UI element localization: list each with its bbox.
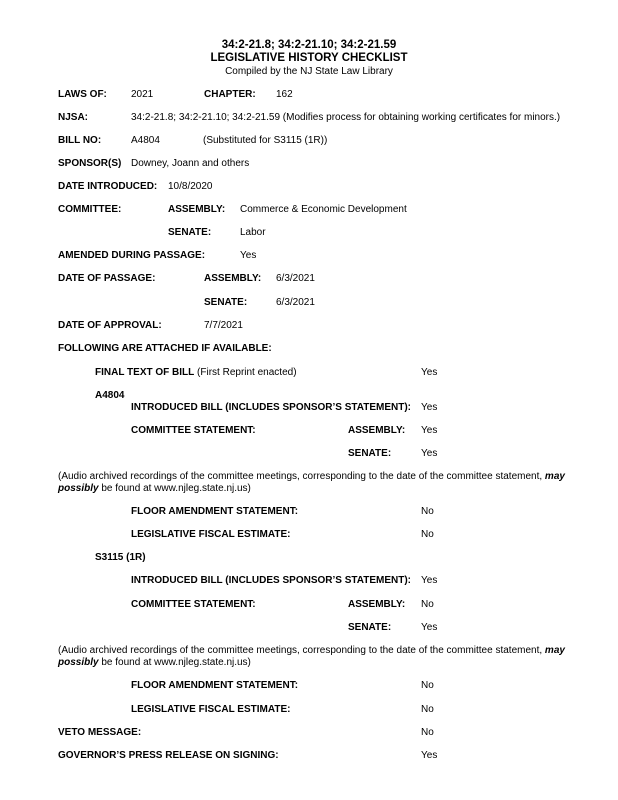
- final-text-row: [95, 367, 297, 379]
- committee-senate-value: Labor: [240, 227, 266, 238]
- s3115-committee-assembly-value: No: [421, 599, 434, 610]
- s3115-introduced-value: Yes: [421, 575, 438, 586]
- sponsors-value: Downey, Joann and others: [131, 158, 250, 169]
- s3115-heading: S3115 (1R): [95, 552, 146, 563]
- press-release-label: GOVERNOR’S PRESS RELEASE ON SIGNING:: [58, 750, 279, 761]
- audio-note-text: (Audio archived recordings of the committee meetings, corresponding to the date of the committee statement,: [58, 471, 545, 482]
- amended-value: Yes: [240, 250, 257, 261]
- bill-no-note: (Substituted for S3115 (1R)): [203, 135, 328, 146]
- s3115-committee-senate-value: Yes: [421, 622, 438, 633]
- a4804-committee-label: COMMITTEE STATEMENT:: [131, 425, 256, 436]
- bill-no-label: BILL NO:: [58, 135, 102, 146]
- a4804-committee-senate-label: SENATE:: [348, 448, 392, 459]
- a4804-committee-senate-value: Yes: [421, 448, 438, 459]
- a4804-floor-value: No: [421, 506, 434, 517]
- committee-senate-label: SENATE:: [168, 227, 212, 238]
- date-introduced-label: DATE INTRODUCED:: [58, 181, 158, 192]
- a4804-committee-assembly-value: Yes: [421, 425, 438, 436]
- s3115-committee-label: COMMITTEE STATEMENT:: [131, 599, 256, 610]
- passage-label: DATE OF PASSAGE:: [58, 273, 156, 284]
- approval-label: DATE OF APPROVAL:: [58, 320, 162, 331]
- approval-value: 7/7/2021: [204, 320, 243, 331]
- press-release-value: Yes: [421, 750, 438, 761]
- committee-assembly-label: ASSEMBLY:: [168, 204, 226, 215]
- bill-no-value: A4804: [131, 135, 160, 146]
- chapter-label: CHAPTER:: [204, 89, 256, 100]
- document-title: LEGISLATIVE HISTORY CHECKLIST: [210, 52, 408, 64]
- s3115-floor-value: No: [421, 680, 434, 691]
- s3115-committee-senate-label: SENATE:: [348, 622, 392, 633]
- passage-assembly-value: 6/3/2021: [276, 273, 315, 284]
- njsa-label: NJSA:: [58, 112, 89, 123]
- s3115-fiscal-value: No: [421, 704, 434, 715]
- a4804-committee-assembly-label: ASSEMBLY:: [348, 425, 406, 436]
- attached-heading: FOLLOWING ARE ATTACHED IF AVAILABLE:: [58, 343, 272, 354]
- laws-of-label: LAWS OF:: [58, 89, 107, 100]
- s3115-fiscal-label: LEGISLATIVE FISCAL ESTIMATE:: [131, 704, 291, 715]
- audio-note-emphasis: may possibly: [58, 645, 565, 668]
- audio-note-2: [58, 645, 603, 669]
- amended-label: AMENDED DURING PASSAGE:: [58, 250, 206, 261]
- a4804-floor-label: FLOOR AMENDMENT STATEMENT:: [131, 506, 299, 517]
- veto-value: No: [421, 727, 434, 738]
- final-text-label: FINAL TEXT OF BILL: [95, 367, 195, 378]
- committee-label: COMMITTEE:: [58, 204, 122, 215]
- a4804-heading: A4804: [95, 390, 125, 401]
- compiled-by: Compiled by the NJ State Law Library: [225, 66, 393, 77]
- passage-assembly-label: ASSEMBLY:: [204, 273, 262, 284]
- passage-senate-value: 6/3/2021: [276, 297, 315, 308]
- veto-label: VETO MESSAGE:: [58, 727, 142, 738]
- a4804-introduced-label: INTRODUCED BILL (INCLUDES SPONSOR’S STATEMENT):: [131, 402, 411, 413]
- s3115-floor-label: FLOOR AMENDMENT STATEMENT:: [131, 680, 299, 691]
- statutes-heading: 34:2-21.8; 34:2-21.10; 34:2-21.59: [221, 39, 397, 51]
- s3115-committee-assembly-label: ASSEMBLY:: [348, 599, 406, 610]
- chapter-value: 162: [276, 89, 293, 100]
- a4804-fiscal-label: LEGISLATIVE FISCAL ESTIMATE:: [131, 529, 291, 540]
- audio-note-1: [58, 471, 603, 495]
- audio-note-link-text: be found at www.njleg.state.nj.us): [101, 657, 251, 668]
- laws-of-value: 2021: [131, 89, 154, 100]
- date-introduced-value: 10/8/2020: [168, 181, 213, 192]
- passage-senate-label: SENATE:: [204, 297, 248, 308]
- njsa-value: 34:2-21.8; 34:2-21.10; 34:2-21.59 (Modifies process for obtaining working certificates for minors.): [131, 112, 561, 123]
- committee-assembly-value: Commerce & Economic Development: [240, 204, 407, 215]
- audio-note-emphasis: may possibly: [58, 471, 565, 494]
- a4804-introduced-value: Yes: [421, 402, 438, 413]
- final-text-value: Yes: [421, 367, 438, 378]
- audio-note-text: (Audio archived recordings of the committee meetings, corresponding to the date of the committee statement,: [58, 645, 545, 656]
- s3115-introduced-label: INTRODUCED BILL (INCLUDES SPONSOR’S STATEMENT):: [131, 575, 411, 586]
- audio-note-link-text: be found at www.njleg.state.nj.us): [101, 483, 251, 494]
- a4804-fiscal-value: No: [421, 529, 434, 540]
- final-text-note: (First Reprint enacted): [197, 367, 297, 378]
- sponsors-label: SPONSOR(S): [58, 158, 122, 169]
